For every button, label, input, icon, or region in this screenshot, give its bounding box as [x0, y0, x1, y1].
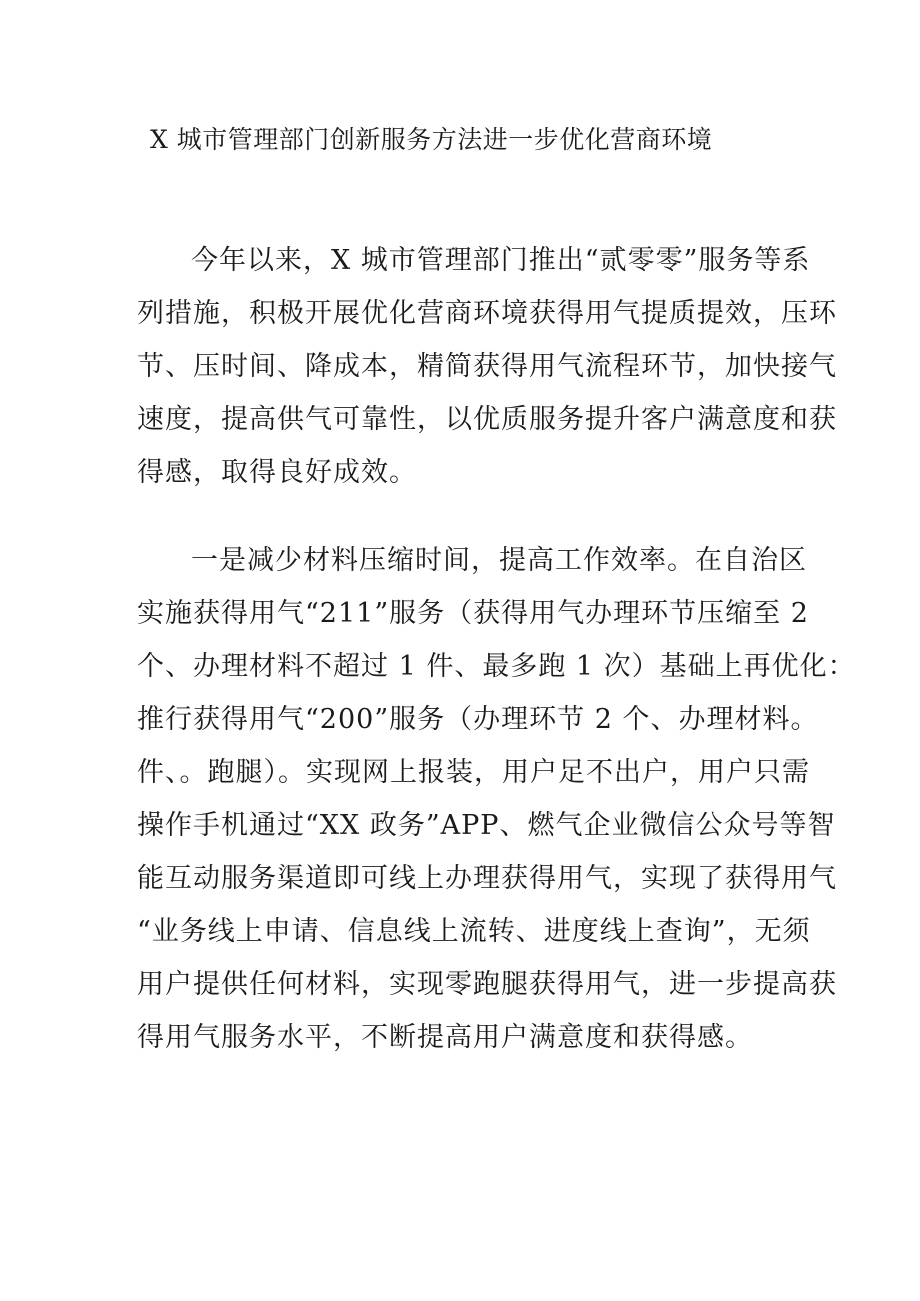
paragraph-2 [137, 534, 856, 1064]
paragraph-line: 速度，提高供气可靠性，以优质服务提升客户满意度和获 [137, 404, 837, 435]
paragraph-line: 用户提供任何材料，实现零跑腿获得用气，进一步提高获 [137, 969, 837, 1000]
paragraph-line: 一是减少材料压缩时间，提高工作效率。在自治区 [191, 545, 807, 576]
paragraph-line: 件、。跑腿）。实现网上报装，用户足不出户，用户只需 [137, 757, 810, 788]
paragraph-line: 实施获得用气“211”服务（获得用气办理环节压缩至 2 [137, 598, 809, 629]
paragraph-line: 操作手机通过“XX 政务”APP、燃气企业微信公众号等智 [137, 810, 836, 841]
paragraph-line: 今年以来，X 城市管理部门推出“贰零零”服务等系 [191, 245, 811, 276]
paragraph-line: 得感，取得良好成效。 [137, 457, 417, 488]
paragraph-line: 个、办理材料不超过 1 件、最多跑 1 次）基础上再优化： [137, 651, 856, 682]
paragraph-line: “业务线上申请、信息线上流转、进度线上查询”，无须 [137, 916, 811, 947]
paragraph-line: 列措施，积极开展优化营商环境获得用气提质提效，压环 [137, 298, 837, 329]
document-title: X 城市管理部门创新服务方法进一步优化营商环境 [150, 125, 713, 154]
paragraph-line: 节、压时间、降成本，精简获得用气流程环节，加快接气 [137, 351, 837, 382]
paragraph-1 [137, 234, 837, 499]
paragraph-line: 推行获得用气“200”服务（办理环节 2 个、办理材料。 [137, 704, 819, 735]
paragraph-line: 能互动服务渠道即可线上办理获得用气，实现了获得用气 [137, 863, 837, 894]
paragraph-line: 得用气服务水平，不断提高用户满意度和获得感。 [137, 1022, 753, 1053]
